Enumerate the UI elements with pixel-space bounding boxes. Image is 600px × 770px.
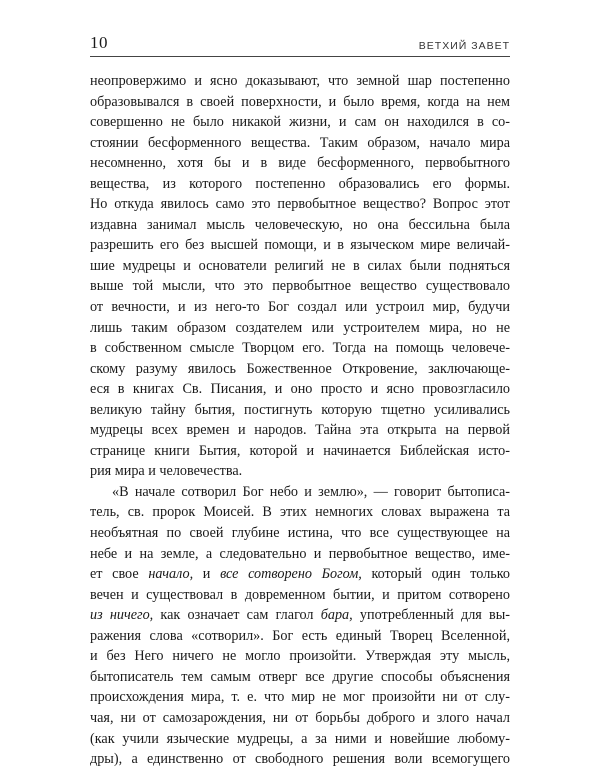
text-line: шие мудрецы и основатели религий не в силах были подняться — [90, 257, 510, 274]
text-line: Но откуда явилось само это первобытное вещество? Вопрос этот — [90, 196, 510, 213]
text-run: ет свое — [90, 566, 139, 583]
italic-run: все сотворено Богом, — [220, 566, 362, 583]
body-text — [90, 71, 510, 770]
text-line: небе и на земле, а следовательно и первобытное вещество, име- — [90, 545, 510, 562]
italic-run: из ничего, — [90, 607, 154, 624]
text-line: совершенно не было никакой жизни, и сам он находился в со- — [90, 114, 510, 131]
page-header — [90, 32, 510, 57]
text-line: скому разуму явилось Божественное Откровение, заключающе- — [90, 360, 510, 377]
text-line: великую тайну бытия, постигнуть которую тщетно усиливались — [90, 401, 510, 418]
text-line: рия мира и человечества. — [90, 463, 243, 480]
text-line: стоянии бесформенного вещества. Таким образом, начало мира — [90, 134, 510, 151]
text-line: чая, ни от самозарождения, ни от борьбы доброго и злого начал — [90, 709, 510, 726]
text-line-mixed — [90, 605, 510, 626]
text-line: разрешить его без высшей помощи, и в языческом мире величай- — [90, 237, 510, 254]
text-run: как означает сам глагол — [160, 607, 314, 624]
text-run: который один только — [371, 566, 511, 583]
text-line: тель, св. пророк Моисей. В этих немногих словах выражена та — [90, 504, 510, 521]
text-line: вечен и существовал в довременном бытии, и притом сотворено — [90, 586, 510, 603]
text-line: неопровержимо и ясно доказывают, что земной шар постепенно — [90, 73, 510, 89]
text-line: необъятная по своей глубине истина, что все существующее на — [90, 525, 510, 542]
text-line: странице книги Бытия, которой и начинается Библейская исто- — [90, 442, 510, 459]
italic-run: бара, — [320, 607, 353, 624]
page-number: 10 — [90, 33, 108, 52]
text-line: мудрецы всех времен и народов. Тайна эта открыта на первой — [90, 422, 510, 439]
italic-run: начало, — [148, 566, 194, 583]
text-line: вещества, из которого постепенно образовались его формы. — [90, 175, 510, 192]
text-run: и — [202, 566, 211, 583]
text-line: дры), а единственно от свободного решения воли всемогущего — [90, 751, 510, 768]
text-line: происхождения мира, т. е. что мир не мог произойти ни от слу- — [90, 689, 510, 706]
text-line-mixed — [90, 564, 510, 585]
text-line: и без Него ничего не могло произойти. Утверждая эту мысль, — [90, 648, 510, 665]
running-title: ВЕТХИЙ ЗАВЕТ — [418, 40, 510, 52]
text-line: еся в книгах Св. Писания, и оно просто и ясно провозгласило — [90, 381, 510, 398]
text-line: (как учили языческие мудрецы, а за ними и новейшие любому- — [90, 730, 510, 747]
text-line: выше той мысли, что это первобытное вещество существовало — [90, 278, 510, 295]
text-line: ражения слова «сотворил». Бог есть единый Творец Вселенной, — [90, 627, 510, 644]
text-line: издавна занимал мысль человеческую, но она бессильна была — [90, 216, 510, 233]
text-line: бытописатель тем самым отверг все другие способы объяснения — [90, 668, 510, 685]
text-line: в собственном смысле Творцом его. Тогда на помощь человече- — [90, 340, 510, 357]
text-run: употребленный для вы- — [359, 607, 510, 624]
text-line: образовывался в своей поверхности, и было время, когда на нем — [90, 93, 510, 110]
text-line: несомненно, хотя бы и в виде бесформенного, первобытного — [90, 155, 510, 172]
text-line: от вечности, и из него-то Бог создал или устроил мир, будучи — [90, 299, 510, 316]
text-line: «В начале сотворил Бог небо и землю», — говорит бытописа- — [112, 483, 510, 500]
text-line: лишь таким образом создателем или устроителем мира, но не — [90, 319, 510, 336]
